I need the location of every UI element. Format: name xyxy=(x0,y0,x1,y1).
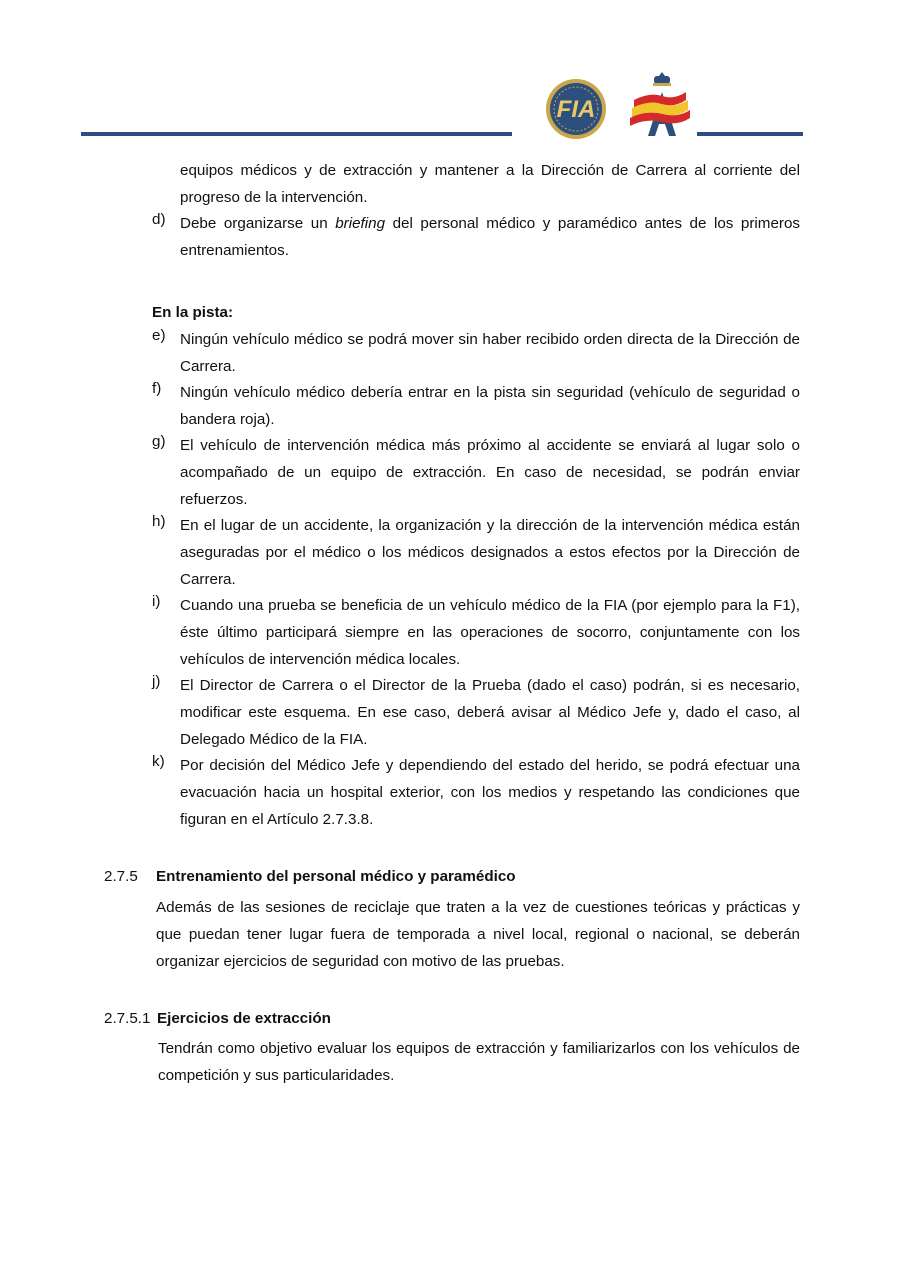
list-item-label: d) xyxy=(152,211,166,228)
header-rule-right xyxy=(697,132,803,136)
list-item-text: El Director de Carrera o el Director de la Prueba (dado el caso) podrán, si es necesario, modificar este esquema. En ese caso, deberá avisar al Médico Jefe y, dado el caso, al Delegado Médico de la FIA. xyxy=(180,677,800,748)
section-heading-pista: En la pista: xyxy=(152,304,234,321)
section-2-7-5-1-body: Tendrán como objetivo evaluar los equipos de extracción y familiarizarlos con los vehículos de competición y sus particularidades. xyxy=(158,1040,800,1084)
list-item-text: Ningún vehículo médico se podrá mover sin haber recibido orden directa de la Dirección de Carrera. xyxy=(180,331,800,375)
list-item-text: Cuando una prueba se beneficia de un vehículo médico de la FIA (por ejemplo para la F1), éste último participará siempre en las operaciones de socorro, conjuntamente con los vehículos de intervención médica locales. xyxy=(180,597,800,668)
section-title: Ejercicios de extracción xyxy=(157,1010,331,1027)
list-item-label: g) xyxy=(152,433,166,450)
list-item-label: f) xyxy=(152,380,162,397)
list-item-text: En el lugar de un accidente, la organización y la dirección de la intervención médica están aseguradas por el médico o los médicos designados a estos efectos por la Dirección de Carrera. xyxy=(180,517,800,588)
list-item-text xyxy=(180,211,800,265)
list-item-label: h) xyxy=(152,513,166,530)
section-title: Entrenamiento del personal médico y paramédico xyxy=(156,868,516,885)
list-item-text: Ningún vehículo médico debería entrar en la pista sin seguridad (vehículo de seguridad o bandera roja). xyxy=(180,384,800,428)
section-number: 2.7.5 xyxy=(104,868,138,885)
list-item-label: e) xyxy=(152,327,166,344)
list-item-label: k) xyxy=(152,753,165,770)
list-item-label: i) xyxy=(152,593,161,610)
intro-continuation: equipos médicos y de extracción y mantener a la Dirección de Carrera al corriente del progreso de la intervención. xyxy=(180,162,800,206)
list-item-text: El vehículo de intervención médica más próximo al accidente se enviará al lugar solo o acompañado de un equipo de extracción. En caso de necesidad, se podrán enviar refuerzos. xyxy=(180,437,800,508)
section-2-7-5-body: Además de las sesiones de reciclaje que traten a la vez de cuestiones teóricas y prácticas y que puedan tener lugar fuera de temporada a nivel local, regional o nacional, se deberán organizar ejercicios de seguridad con motivo de las pruebas. xyxy=(156,899,800,970)
section-number: 2.7.5.1 xyxy=(104,1010,151,1027)
header-logos xyxy=(536,70,696,140)
list-item-text: Por decisión del Médico Jefe y dependiendo del estado del herido, se podrá efectuar una evacuación hacia un hospital exterior, con los medios y respetando las condiciones que figuran en el Artículo 2.7.3.8. xyxy=(180,757,800,828)
fia-logo-text: FIA xyxy=(556,96,596,123)
text-segment: Debe organizarse un xyxy=(180,215,336,232)
italic-term: briefing xyxy=(335,215,386,232)
rfeda-logo xyxy=(626,70,696,140)
text-segment: del personal médico y paramédico antes de los primeros entrenamientos. xyxy=(180,215,801,259)
header-rule-left xyxy=(81,132,512,136)
list-item-label: j) xyxy=(152,673,161,690)
